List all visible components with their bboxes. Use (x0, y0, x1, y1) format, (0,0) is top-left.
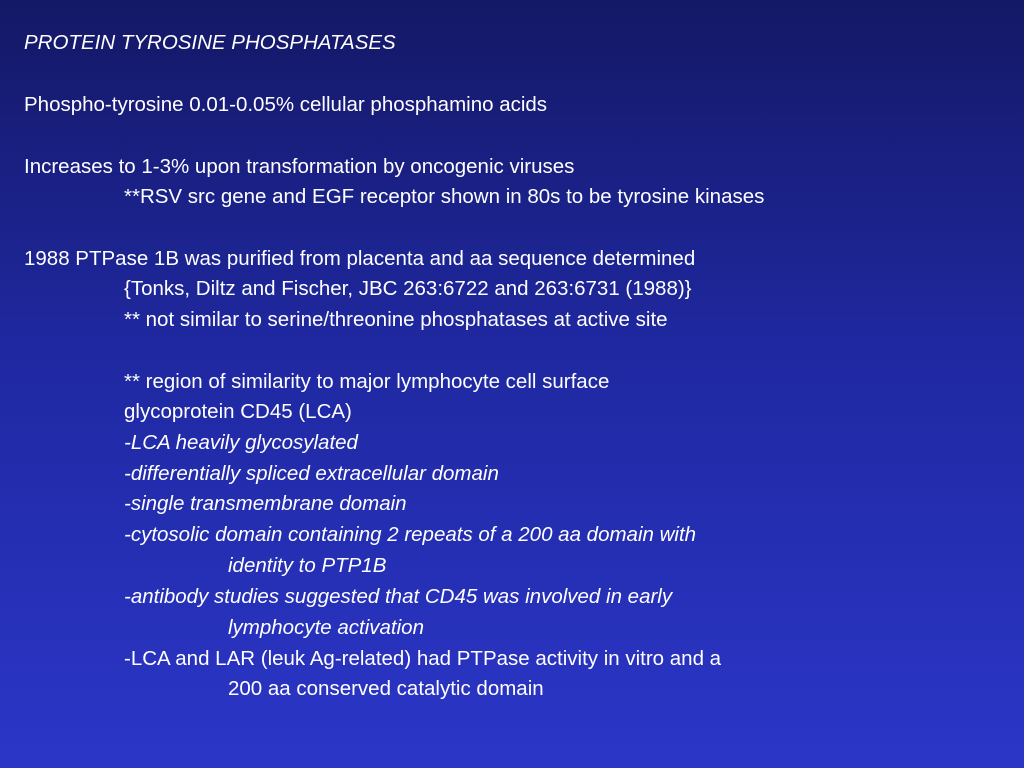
bullet-line: -cytosolic domain containing 2 repeats of a 200 aa domain with (124, 523, 697, 546)
bullet-line: -LCA and LAR (leuk Ag-related) had PTPase activity in vitro and a (124, 647, 722, 670)
text-line: ** not similar to serine/threonine phosphatases at active site (124, 308, 668, 331)
bullet-continuation: lymphocyte activation (228, 616, 424, 639)
bullet-continuation: identity to PTP1B (228, 554, 387, 577)
bullet-line: -antibody studies suggested that CD45 was involved in early (124, 585, 673, 608)
text-line: Phospho-tyrosine 0.01-0.05% cellular phosphamino acids (24, 93, 548, 116)
text-line: **RSV src gene and EGF receptor shown in 80s to be tyrosine kinases (124, 185, 765, 208)
bullet-line: -single transmembrane domain (124, 492, 407, 515)
bullet-line: -differentially spliced extracellular domain (124, 462, 499, 485)
text-line: ** region of similarity to major lymphocyte cell surface (124, 370, 610, 393)
text-line: {Tonks, Diltz and Fischer, JBC 263:6722 and 263:6731 (1988)} (124, 277, 692, 300)
bullet-continuation: 200 aa conserved catalytic domain (228, 677, 544, 700)
text-line: glycoprotein CD45 (LCA) (124, 400, 352, 423)
text-line: 1988 PTPase 1B was purified from placenta and aa sequence determined (24, 247, 696, 270)
bullet-line: -LCA heavily glycosylated (124, 431, 358, 454)
slide-title: PROTEIN TYROSINE PHOSPHATASES (24, 31, 396, 54)
text-line: Increases to 1-3% upon transformation by oncogenic viruses (24, 155, 575, 178)
